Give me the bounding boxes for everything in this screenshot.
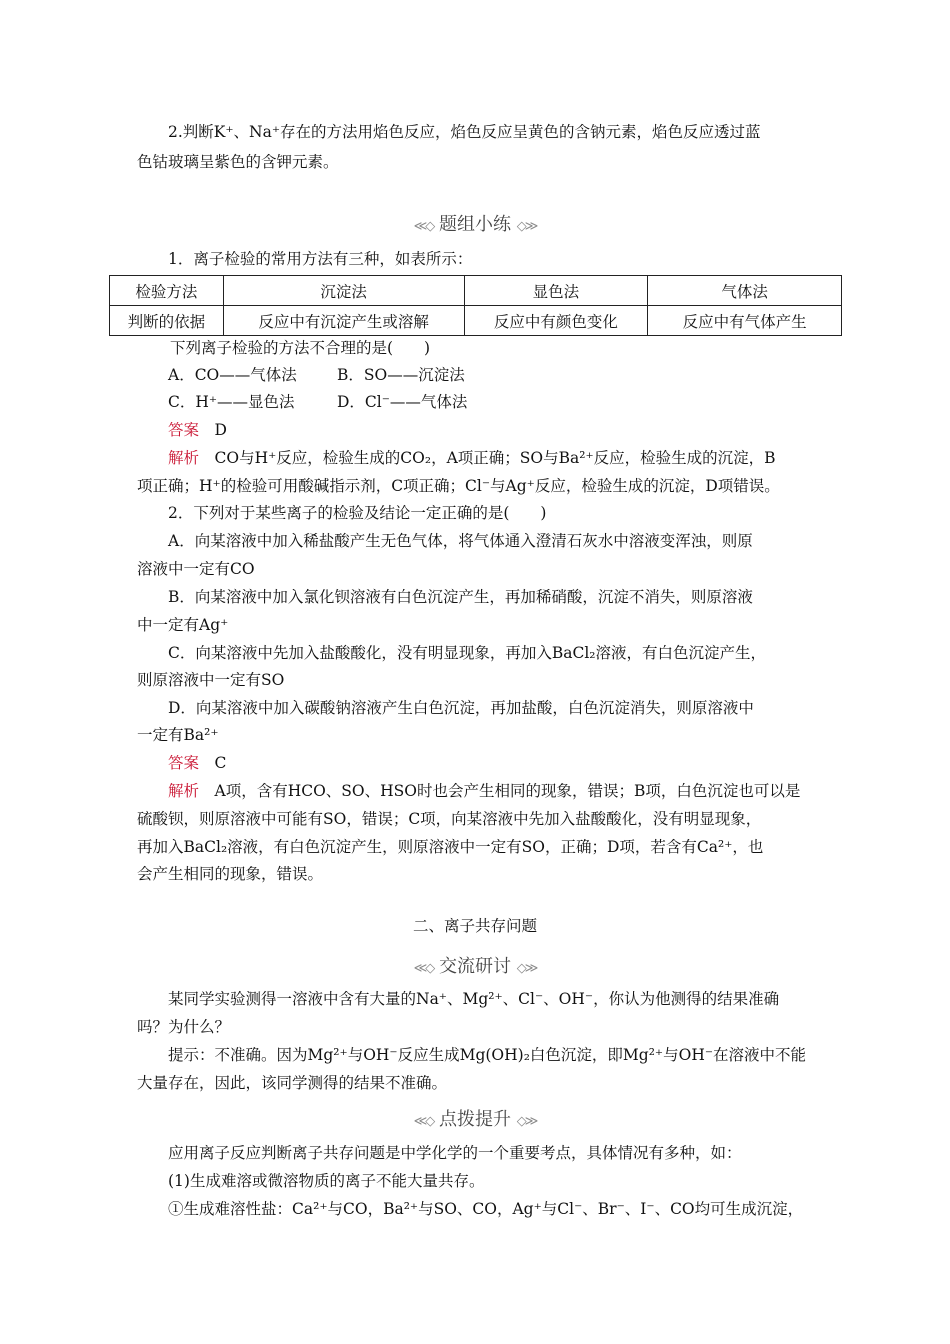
answer-label: 答案 bbox=[168, 421, 200, 439]
q1-stem: 1．离子检验的常用方法有三种，如表所示： bbox=[168, 250, 473, 268]
part2-hint-line-1: 提示：不准确。因为Mg²⁺与OH⁻反应生成Mg(OH)₂白色沉淀，即Mg²⁺与OH⁻在溶液中不能 bbox=[168, 1046, 807, 1064]
q2-option-b-line-1: B．向某溶液中加入氯化钡溶液有白色沉淀产生，再加稀硝酸，沉淀不消失，则原溶液 bbox=[168, 588, 753, 606]
decor-left-icon: ≪◇ bbox=[413, 1114, 434, 1129]
table-header-cell: 气体法 bbox=[648, 276, 842, 306]
table-row bbox=[110, 306, 842, 336]
table-header-cell: 检验方法 bbox=[110, 276, 224, 306]
q1-option-b: B．SO——沉淀法 bbox=[337, 366, 465, 384]
q1-option-a: A．CO——气体法 bbox=[168, 366, 297, 384]
decor-right-icon: ◇≫ bbox=[516, 961, 537, 976]
ion-test-table bbox=[109, 275, 842, 336]
part2-para-1: 应用离子反应判断离子共存问题是中学化学的一个重要考点，具体情况有多种，如： bbox=[168, 1144, 742, 1162]
q2-option-b-line-2: 中一定有Ag⁺ bbox=[137, 616, 229, 634]
q2-analysis-line-1 bbox=[168, 779, 800, 803]
analysis-label: 解析 bbox=[168, 782, 200, 800]
q2-analysis-line-2: 硫酸钡，则原溶液中可能有SO，错误；C项，向某溶液中先加入盐酸酸化，没有明显现象， bbox=[137, 810, 762, 828]
table-cell: 反应中有沉淀产生或溶解 bbox=[223, 306, 464, 336]
table-header-cell: 显色法 bbox=[464, 276, 648, 306]
q1-option-d: D．Cl⁻——气体法 bbox=[337, 393, 468, 411]
q2-option-c-line-2: 则原溶液中一定有SO bbox=[137, 671, 285, 689]
decor-left-icon: ≪◇ bbox=[413, 219, 434, 234]
decor-right-icon: ◇≫ bbox=[516, 1114, 537, 1129]
section-dianbo-heading bbox=[0, 1107, 950, 1135]
decor-right-icon: ◇≫ bbox=[516, 219, 537, 234]
table-header-cell: 沉淀法 bbox=[223, 276, 464, 306]
q1-analysis-text: CO与H⁺反应，检验生成的CO₂，A项正确；SO与Ba²⁺反应，检验生成的沉淀，B bbox=[214, 449, 776, 467]
section-tizu-heading bbox=[0, 212, 950, 240]
q1-option-c: C．H⁺——显色法 bbox=[168, 393, 295, 411]
q2-option-a-line-2: 溶液中一定有CO bbox=[137, 560, 255, 578]
section-tizu-title: 题组小练 bbox=[439, 214, 511, 235]
intro-line-1: 2.判断K⁺、Na⁺存在的方法用焰色反应，焰色反应呈黄色的含钠元素，焰色反应透过蓝 bbox=[168, 123, 761, 141]
section-dianbo-title: 点拨提升 bbox=[439, 1109, 511, 1130]
part2-text-line-1: 某同学实验测得一溶液中含有大量的Na⁺、Mg²⁺、Cl⁻、OH⁻，你认为他测得的结果准确 bbox=[168, 990, 780, 1008]
intro-line-2: 色钴玻璃呈紫色的含钾元素。 bbox=[137, 153, 339, 171]
q2-option-a-line-1: A．向某溶液中加入稀盐酸产生无色气体，将气体通入澄清石灰水中溶液变浑浊，则原 bbox=[168, 532, 753, 550]
q2-option-d-line-1: D．向某溶液中加入碳酸钠溶液产生白色沉淀，再加盐酸，白色沉淀消失，则原溶液中 bbox=[168, 699, 754, 717]
q2-answer: C bbox=[214, 754, 227, 772]
q1-question: 下列离子检验的方法不合理的是( ) bbox=[170, 339, 431, 357]
part2-title: 二、离子共存问题 bbox=[412, 917, 537, 935]
q2-analysis-line-4: 会产生相同的现象，错误。 bbox=[137, 865, 324, 883]
part2-text-line-2: 吗？为什么？ bbox=[137, 1018, 231, 1036]
q1-answer-line bbox=[168, 418, 227, 442]
answer-label: 答案 bbox=[168, 754, 200, 772]
q1-analysis-line-1 bbox=[168, 446, 776, 470]
table-cell: 判断的依据 bbox=[110, 306, 224, 336]
part2-para-3: ①生成难溶性盐：Ca²⁺与CO，Ba²⁺与SO、CO，Ag⁺与Cl⁻、Br⁻、I⁻、CO均可生成沉淀， bbox=[168, 1200, 804, 1218]
q2-analysis-text: A项，含有HCO、SO、HSO时也会产生相同的现象，错误；B项，白色沉淀也可以是 bbox=[214, 782, 801, 800]
q2-answer-line bbox=[168, 751, 226, 775]
part2-hint-line-2: 大量存在，因此，该同学测得的结果不准确。 bbox=[137, 1074, 448, 1092]
section-jiaoliu-title: 交流研讨 bbox=[439, 956, 511, 977]
q2-option-c-line-1: C．向某溶液中先加入盐酸酸化，没有明显现象，再加入BaCl₂溶液，有白色沉淀产生， bbox=[168, 644, 767, 662]
q2-option-d-line-2: 一定有Ba²⁺ bbox=[137, 726, 219, 744]
q1-answer: D bbox=[214, 421, 227, 439]
table-row bbox=[110, 276, 842, 306]
section-jiaoliu-heading bbox=[0, 954, 950, 982]
q2-stem: 2．下列对于某些离子的检验及结论一定正确的是( ) bbox=[168, 504, 547, 522]
table-cell: 反应中有气体产生 bbox=[648, 306, 842, 336]
decor-left-icon: ≪◇ bbox=[413, 961, 434, 976]
analysis-label: 解析 bbox=[168, 449, 200, 467]
part2-para-2: (1)生成难溶或微溶物质的离子不能大量共存。 bbox=[168, 1172, 485, 1190]
q2-analysis-line-3: 再加入BaCl₂溶液，有白色沉淀产生，则原溶液中一定有SO，正确；D项，若含有Ca²⁺，也 bbox=[137, 838, 764, 856]
table-cell: 反应中有颜色变化 bbox=[464, 306, 648, 336]
q1-analysis-line-2: 项正确；H⁺的检验可用酸碱指示剂，C项正确；Cl⁻与Ag⁺反应，检验生成的沉淀，D项错误。 bbox=[137, 477, 780, 495]
